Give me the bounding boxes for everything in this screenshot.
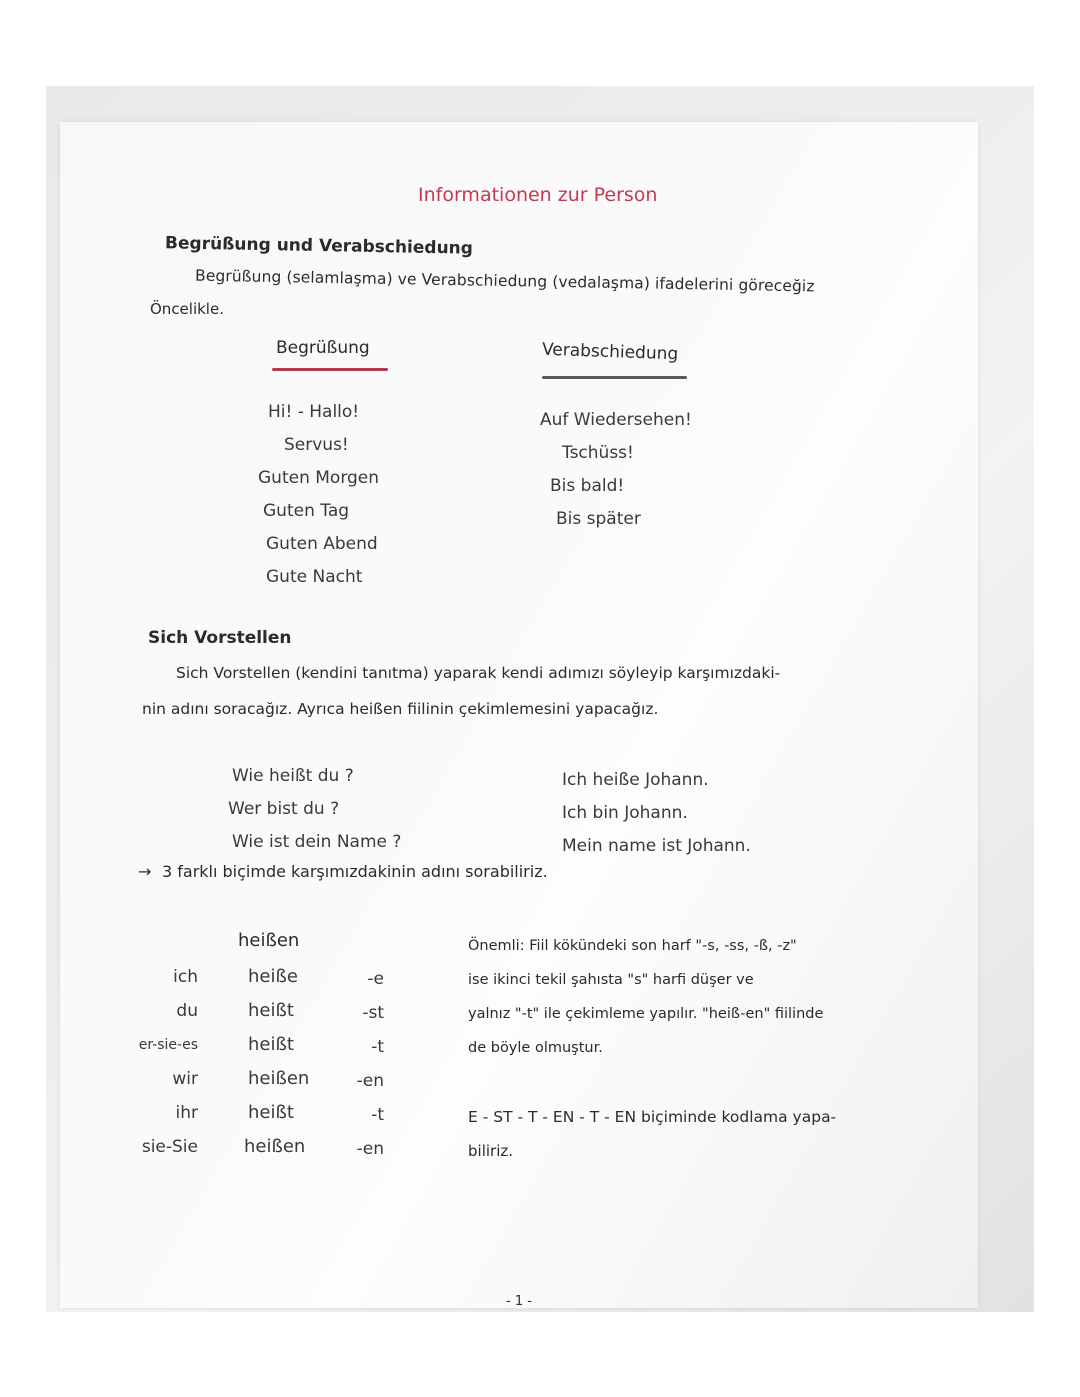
farewell-item: Auf Wiedersehen!	[540, 410, 692, 430]
greeting-item: Gute Nacht	[266, 567, 363, 587]
pronoun-item: ich	[173, 967, 198, 987]
question-list	[228, 760, 401, 859]
ending-item: -e	[367, 969, 384, 989]
pronoun-item: sie-Sie	[141, 1137, 198, 1157]
farewell-item: Bis bald!	[550, 476, 625, 496]
form-column	[244, 960, 310, 1164]
question-item: Wie ist dein Name ?	[232, 832, 402, 852]
section-intro-line2: Öncelikle.	[150, 300, 224, 318]
greeting-item: Guten Morgen	[258, 468, 380, 488]
coding-line2: biliriz.	[468, 1142, 513, 1160]
coding-line1: E - ST - T - EN - T - EN biçiminde kodlama yapa-	[468, 1108, 837, 1126]
page-number: - 1 -	[506, 1294, 532, 1309]
greetings-header: Begrüßung	[276, 338, 370, 358]
ending-item: -en	[356, 1139, 384, 1159]
ending-column	[340, 962, 384, 1166]
section-heading-introductions: Sich Vorstellen	[148, 628, 292, 648]
section-intro-line1: Begrüßung (selamlaşma) ve Verabschiedung (vedalaşma) ifadelerini göreceğiz	[194, 266, 815, 296]
important-line3: yalnız "-t" ile çekimleme yapılır. "heiß-en" fiilinde	[468, 1006, 824, 1022]
important-line2: ise ikinci tekil şahısta "s" harfi düşer ve	[468, 972, 754, 988]
section-heading-greetings: Begrüßung und Verabschiedung	[164, 233, 474, 259]
important-line1: Önemli: Fiil kökündeki son harf "-s, -ss, -ß, -z"	[468, 938, 797, 954]
greeting-item: Guten Abend	[266, 534, 378, 554]
conjugation-infinitive: heißen	[238, 930, 300, 951]
greeting-item: Guten Tag	[263, 501, 350, 521]
form-item: heißt	[248, 1000, 294, 1021]
ending-item: -en	[356, 1071, 384, 1091]
important-line4: de böyle olmuştur.	[468, 1040, 603, 1056]
farewell-item: Bis später	[556, 509, 641, 529]
pronoun-item: wir	[172, 1069, 198, 1089]
note-text: 3 farklı biçimde karşımızdakinin adını sorabiliriz.	[162, 862, 548, 881]
answer-item: Mein name ist Johann.	[562, 836, 751, 856]
ending-item: -st	[362, 1003, 384, 1023]
greetings-underline	[272, 368, 388, 371]
pronoun-item: du	[176, 1001, 198, 1021]
answer-item: Ich heiße Johann.	[562, 770, 709, 790]
answer-item: Ich bin Johann.	[562, 803, 688, 823]
form-item: heißen	[248, 1068, 310, 1089]
farewells-underline	[542, 376, 687, 379]
answer-list	[562, 764, 751, 863]
form-item: heiße	[248, 966, 298, 987]
greetings-list	[258, 396, 379, 594]
greeting-item: Servus!	[284, 435, 349, 455]
pronoun-column	[108, 960, 198, 1164]
ending-item: -t	[371, 1037, 384, 1057]
section2-intro-line2: nin adını soracağız. Ayrıca heißen fiilinin çekimlemesini yapacağız.	[142, 700, 659, 718]
farewells-list	[540, 404, 692, 536]
form-item: heißen	[244, 1136, 306, 1157]
page-title: Informationen zur Person	[418, 184, 658, 206]
farewell-item: Tschüss!	[562, 443, 634, 463]
pronoun-item: ihr	[175, 1103, 198, 1123]
pronoun-item: er-sie-es	[138, 1037, 198, 1053]
farewells-header: Verabschiedung	[541, 339, 679, 365]
greeting-item: Hi! - Hallo!	[268, 402, 360, 422]
question-item: Wer bist du ?	[228, 799, 340, 819]
section2-intro-line1: Sich Vorstellen (kendini tanıtma) yaparak kendi adımızı söyleyip karşımızdaki-	[176, 664, 781, 682]
ending-item: -t	[371, 1105, 384, 1125]
question-item: Wie heißt du ?	[232, 766, 354, 786]
form-item: heißt	[248, 1034, 294, 1055]
form-item: heißt	[248, 1102, 294, 1123]
arrow-icon: →	[138, 862, 152, 881]
